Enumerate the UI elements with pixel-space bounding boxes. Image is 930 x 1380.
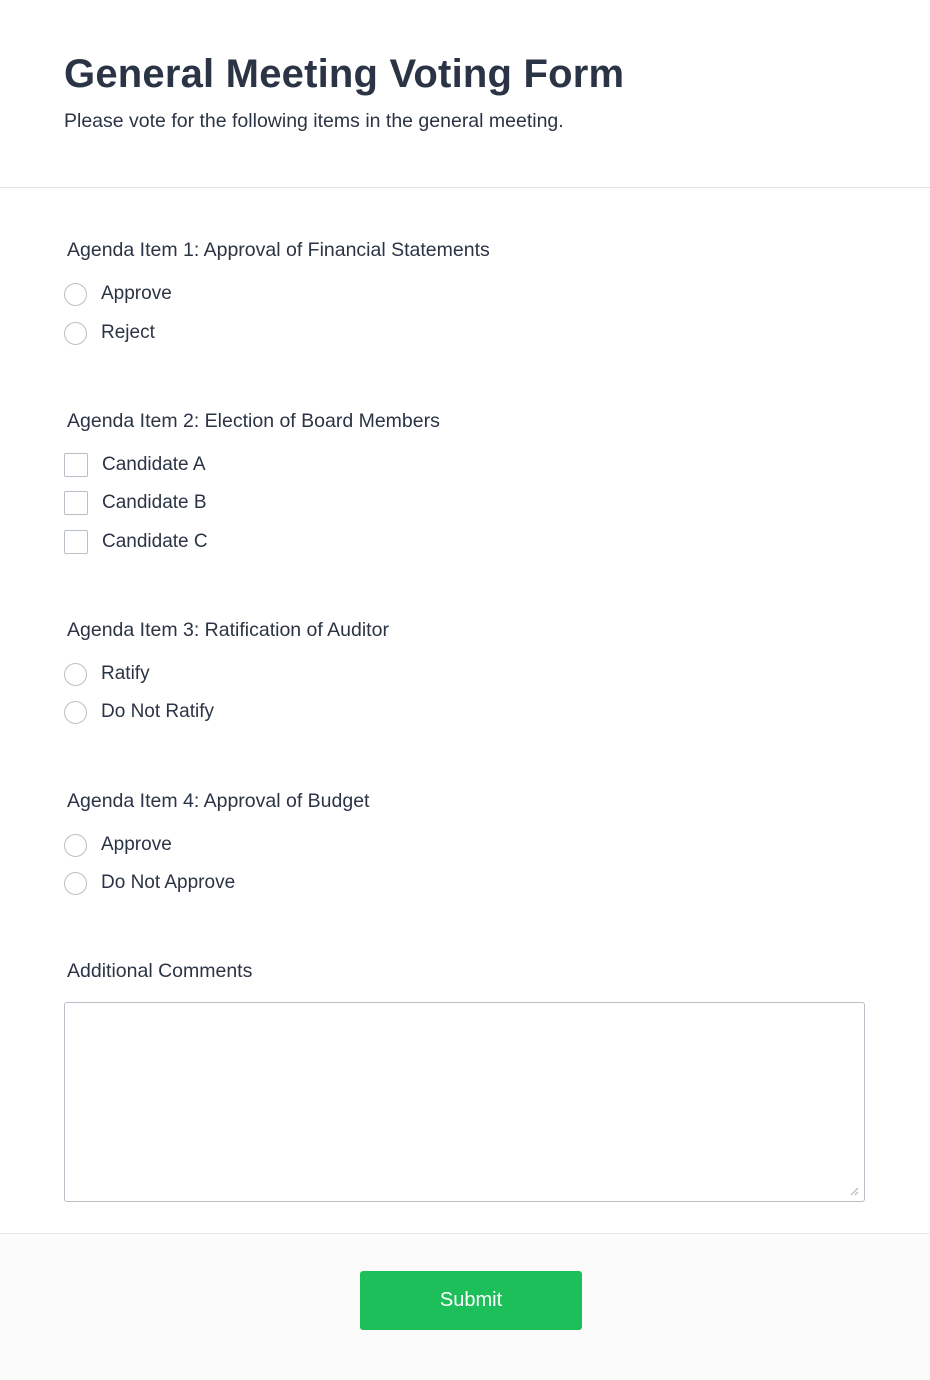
additional-comments-textarea[interactable] bbox=[64, 1002, 865, 1202]
option-label: Candidate A bbox=[102, 454, 206, 475]
checkbox[interactable] bbox=[64, 453, 88, 477]
radio-button[interactable] bbox=[64, 872, 87, 895]
radio-button[interactable] bbox=[64, 283, 87, 306]
resize-handle-icon[interactable] bbox=[849, 1186, 859, 1196]
checkbox[interactable] bbox=[64, 491, 88, 515]
option-label: Ratify bbox=[101, 663, 150, 684]
agenda-item-2-option-candidate-b[interactable] bbox=[64, 490, 207, 516]
agenda-item-2-option-candidate-a[interactable] bbox=[64, 452, 206, 478]
option-label: Do Not Ratify bbox=[101, 701, 214, 722]
agenda-item-4-label: Agenda Item 4: Approval of Budget bbox=[67, 790, 370, 812]
option-label: Candidate B bbox=[102, 492, 207, 513]
agenda-item-1-option-reject[interactable] bbox=[64, 320, 155, 346]
radio-button[interactable] bbox=[64, 663, 87, 686]
agenda-item-3-option-do-not-ratify[interactable] bbox=[64, 699, 214, 725]
agenda-item-3-label: Agenda Item 3: Ratification of Auditor bbox=[67, 619, 389, 641]
option-label: Reject bbox=[101, 322, 155, 343]
option-label: Do Not Approve bbox=[101, 872, 236, 893]
radio-button[interactable] bbox=[64, 322, 87, 345]
option-label: Approve bbox=[101, 834, 172, 855]
agenda-item-1-option-approve[interactable] bbox=[64, 281, 172, 307]
option-label: Candidate C bbox=[102, 531, 208, 552]
agenda-item-1-label: Agenda Item 1: Approval of Financial Statements bbox=[67, 239, 490, 261]
radio-button[interactable] bbox=[64, 701, 87, 724]
agenda-item-2-option-candidate-c[interactable] bbox=[64, 529, 208, 555]
page-subtitle: Please vote for the following items in the general meeting. bbox=[64, 110, 564, 132]
agenda-item-4-option-do-not-approve[interactable] bbox=[64, 870, 235, 896]
additional-comments-label: Additional Comments bbox=[67, 960, 253, 982]
checkbox[interactable] bbox=[64, 530, 88, 554]
radio-button[interactable] bbox=[64, 834, 87, 857]
agenda-item-2-label: Agenda Item 2: Election of Board Members bbox=[67, 410, 440, 432]
option-label: Approve bbox=[101, 283, 172, 304]
agenda-item-4-option-approve[interactable] bbox=[64, 832, 172, 858]
form-header bbox=[0, 0, 930, 188]
submit-button[interactable]: Submit bbox=[360, 1271, 582, 1330]
page-title: General Meeting Voting Form bbox=[64, 52, 625, 96]
agenda-item-3-option-ratify[interactable] bbox=[64, 661, 150, 687]
